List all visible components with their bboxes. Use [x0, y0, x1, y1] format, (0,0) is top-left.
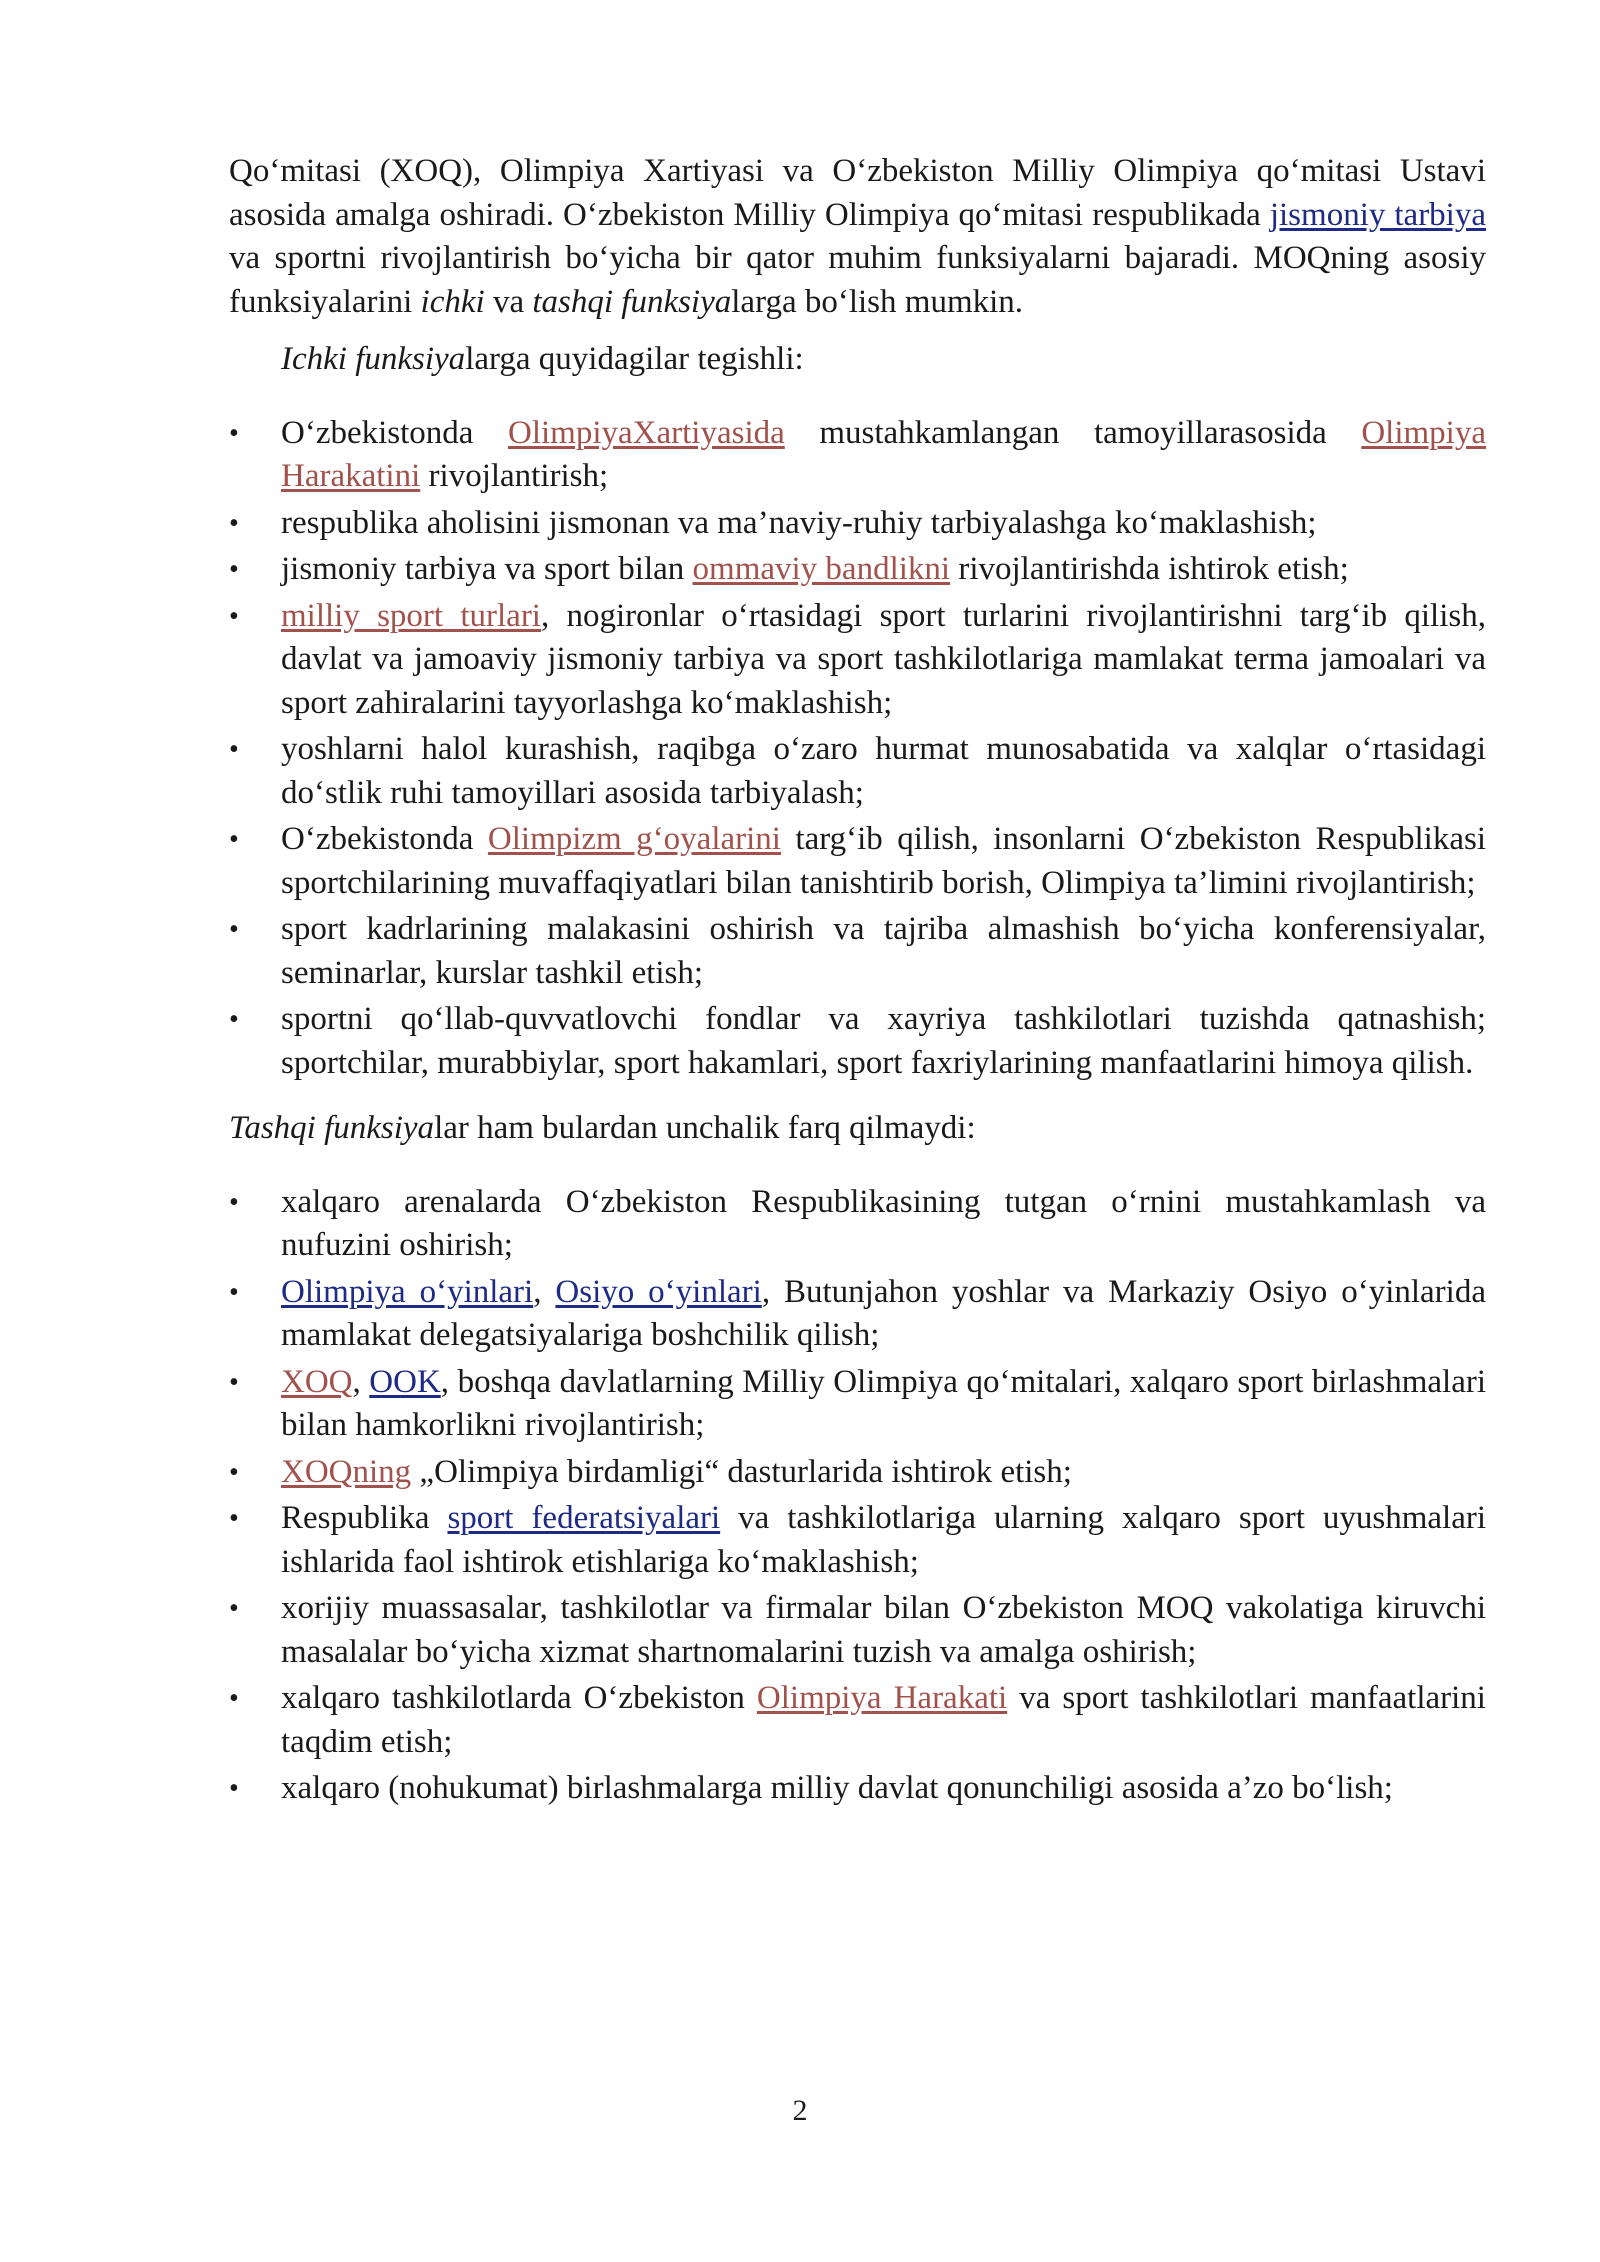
- list-item: • milliy sport turlari, nogironlar o‘rtasidagi sport turlarini rivojlantirishni targ‘ib qilish, davlat va jamoaviy jismoniy tarbiya va sport tashkilotlariga mamlakat terma jamoalari va sport zahiralarini tayyorlashga ko‘maklashish;: [229, 595, 1486, 726]
- list-item: • Olimpiya o‘yinlari, Osiyo o‘yinlari, Butunjahon yoshlar va Markaziy Osiyo o‘yinlarida mamlakat delegatsiyalariga boshchilik qilish;: [229, 1271, 1486, 1358]
- internal-functions-list: [229, 412, 1486, 1086]
- bullet-icon: •: [229, 1004, 239, 1035]
- list-item: • XOQ, OOK, boshqa davlatlarning Milliy Olimpiya qo‘mitalari, xalqaro sport birlashmalari bilan hamkorlikni rivojlantirish;: [229, 1361, 1486, 1448]
- bullet-icon: •: [229, 824, 239, 855]
- list-item: • O‘zbekistonda Olimpizm g‘oyalarini targ‘ib qilish, insonlarni O‘zbekiston Respublikasi sportchilarining muvaffaqiyatlari bilan tanishtirib borish, Olimpiya ta’limini rivojlantirish;: [229, 818, 1486, 905]
- link-olimpiya-xartiyasida[interactable]: OlimpiyaXartiyasida: [508, 414, 785, 451]
- list-item: • xorijiy muassasalar, tashkilotlar va firmalar bilan O‘zbekiston MOQ vakolatiga kiruvchi masalalar bo‘yicha xizmat shartnomalarini tuzish va amalga oshirish;: [229, 1587, 1486, 1674]
- link-osiyo-oyinlari[interactable]: Osiyo o‘yinlari: [555, 1273, 762, 1310]
- bullet-icon: •: [229, 914, 239, 945]
- bullet-icon: •: [229, 1683, 239, 1714]
- bullet-icon: •: [229, 1456, 239, 1488]
- list-item: • yoshlarni halol kurashish, raqibga o‘zaro hurmat munosabatida va xalqlar o‘rtasidagi do‘stlik ruhi tamoyillari asosida tarbiyalash;: [229, 728, 1486, 815]
- list-item: • XOQning „Olimpiya birdamligi“ dasturlarida ishtirok etish;: [229, 1451, 1486, 1495]
- page-content: [229, 150, 1486, 1814]
- bullet-icon: •: [229, 1773, 239, 1804]
- bullet-icon: •: [229, 1503, 239, 1534]
- link-olimpiya-harakati[interactable]: Olimpiya Harakati: [756, 1680, 1008, 1716]
- list-item: • xalqaro tashkilotlarda O‘zbekiston Olimpiya Harakati va sport tashkilotlari manfaatlarini taqdim etish;: [229, 1677, 1486, 1764]
- page-number: 2: [792, 2094, 808, 2127]
- list-item: • jismoniy tarbiya va sport bilan ommaviy bandlikni rivojlantirishda ishtirok etish;: [229, 548, 1486, 592]
- bullet-icon: •: [229, 734, 239, 765]
- link-jismoniy-tarbiya[interactable]: jismoniy tarbiya: [1269, 196, 1486, 233]
- list-item: • xalqaro (nohukumat) birlashmalarga milliy davlat qonunchiligi asosida a’zo bo‘lish;: [229, 1767, 1486, 1811]
- bullet-icon: •: [229, 600, 239, 632]
- link-olimpiya-harakatini[interactable]: Olimpiya Harakatini: [281, 414, 1486, 494]
- intro-paragraph: Qo‘mitasi (XOQ), Olimpiya Xartiyasi va O‘zbekiston Milliy Olimpiya qo‘mitasi Ustavi asosida amalga oshiradi. O‘zbekiston Milliy Olimpiya qo‘mitasi respublikada jismoniy tarbiya va sportni rivojlantirish bo‘yicha bir qator muhim funksiyalarni bajaradi. MOQning asosiy funksiyalarini ichki va tashqi funksiyalarga bo‘lish mumkin.: [229, 153, 1486, 320]
- bullet-icon: •: [229, 417, 239, 449]
- external-functions-list: [229, 1181, 1486, 1811]
- bullet-icon: •: [229, 554, 239, 585]
- link-sport-federatsiyalari[interactable]: sport federatsiyalari: [447, 1500, 721, 1536]
- bullet-icon: •: [229, 1276, 239, 1308]
- list-item: • sport kadrlarining malakasini oshirish va tajriba almashish bo‘yicha konferensiyalar, seminarlar, kurslar tashkil etish;: [229, 908, 1486, 995]
- link-ommaviy-bandlikni[interactable]: ommaviy bandlikni: [692, 551, 951, 587]
- list-item: • O‘zbekistonda OlimpiyaXartiyasida mustahkamlangan tamoyillarasosida Olimpiya Harakatini rivojlantirish;: [229, 412, 1486, 499]
- bullet-icon: •: [229, 1366, 239, 1398]
- list-item: • xalqaro arenalarda O‘zbekiston Respublikasining tutgan o‘rnini mustahkamlash va nufuzini oshirish;: [229, 1181, 1486, 1268]
- link-xoq[interactable]: XOQ: [281, 1363, 353, 1400]
- internal-functions-heading: Ichki funksiyalarga quyidagilar tegishli:: [281, 341, 804, 377]
- external-functions-heading: Tashqi funksiyalar ham bulardan unchalik farq qilmaydi:: [229, 1110, 976, 1146]
- link-olimpizm-goyalarini[interactable]: Olimpizm g‘oyalarini: [487, 821, 781, 857]
- link-ook[interactable]: OOK: [369, 1363, 441, 1400]
- link-xoqning[interactable]: XOQning: [281, 1453, 412, 1490]
- list-item: • sportni qo‘llab-quvvatlovchi fondlar va xayriya tashkilotlari tuzishda qatnashish; sportchilar, murabbiylar, sport hakamlari, sport faxriylarining manfaatlarini himoya qilish.: [229, 998, 1486, 1085]
- bullet-icon: •: [229, 1186, 239, 1218]
- bullet-icon: •: [229, 507, 239, 539]
- list-item: • respublika aholisini jismonan va ma’naviy-ruhiy tarbiyalashga ko‘maklashish;: [229, 502, 1486, 546]
- bullet-icon: •: [229, 1593, 239, 1624]
- link-milliy-sport-turlari[interactable]: milliy sport turlari: [281, 597, 541, 634]
- list-item: • Respublika sport federatsiyalari va tashkilotlariga ularning xalqaro sport uyushmalari ishlarida faol ishtirok etishlariga ko‘maklashish;: [229, 1497, 1486, 1584]
- link-olimpiya-oyinlari[interactable]: Olimpiya o‘yinlari: [281, 1273, 534, 1310]
